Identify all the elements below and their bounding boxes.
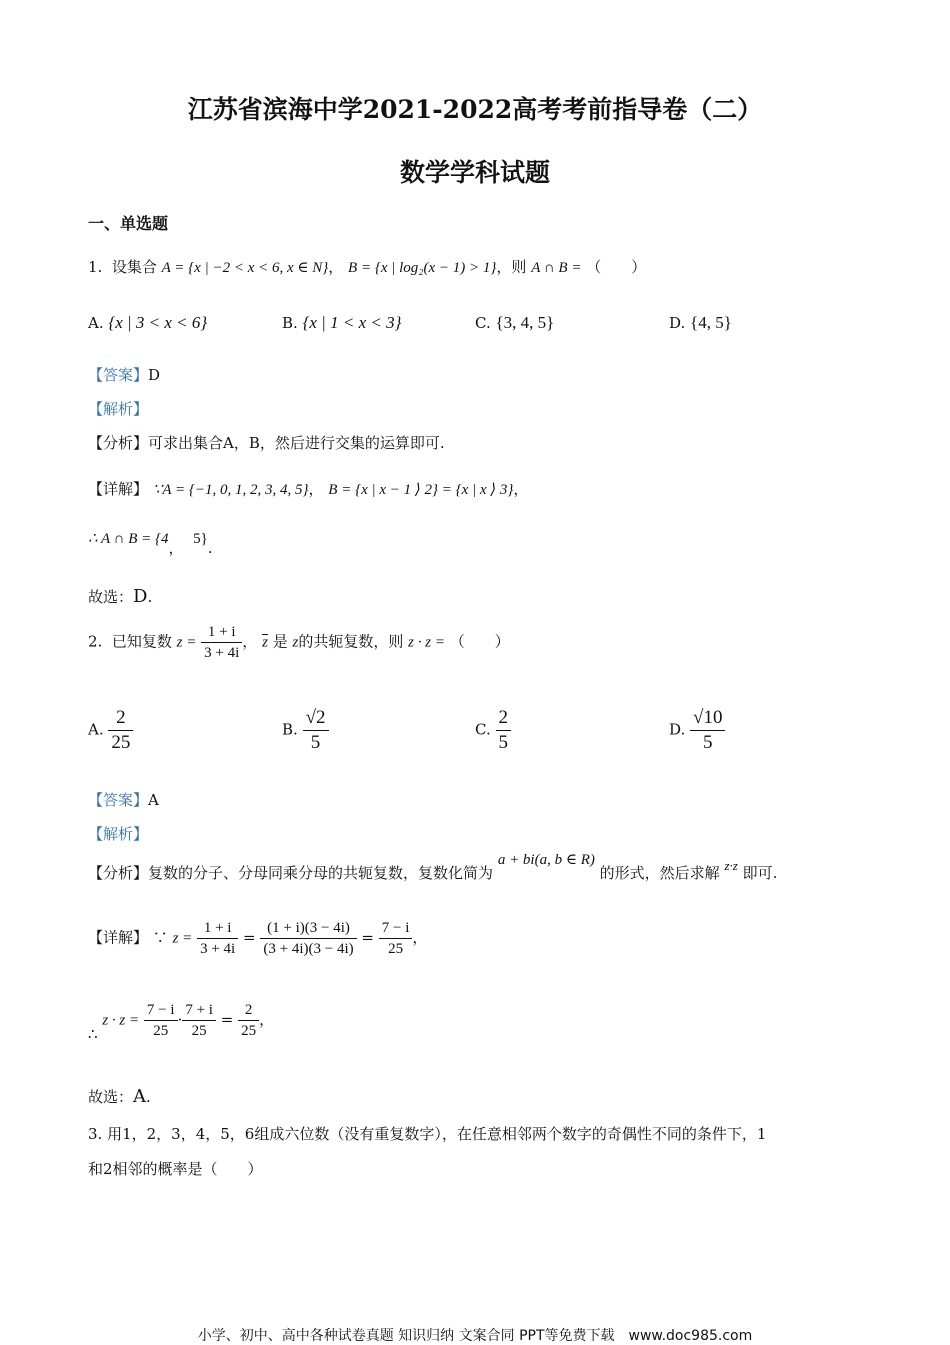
option-label: D. <box>669 720 686 739</box>
q1-option-b <box>282 312 401 334</box>
frac-den: (3 + 4i)(3 − 4i) <box>263 941 354 957</box>
detail-set-a: ∵A = {−1, 0, 1, 2, 3, 4, 5} <box>152 482 309 498</box>
frac-num: 7 − i <box>379 918 413 939</box>
choose-value: D <box>133 586 148 607</box>
frac-num: √2 <box>303 706 329 731</box>
q2-option-d <box>669 706 725 755</box>
q1-set-b: B = {x | log₂(x − 1) > 1} <box>348 260 497 276</box>
choose-end: . <box>147 588 153 606</box>
frac-den: 25 <box>388 941 404 957</box>
q2-zbar: $\overline{z}$ <box>262 634 268 651</box>
conclusion-fraction <box>238 1000 259 1041</box>
q2-option-a <box>88 706 133 755</box>
question-3-line-1: 3. 用1，2，3，4，5，6组成六位数（没有重复数字），在任意相邻两个数字的奇偶性不同的条件下，1 <box>88 1125 767 1143</box>
option-value: {3, 4, 5} <box>495 313 555 332</box>
q1-paren: （ ） <box>586 258 647 276</box>
q1-detail <box>88 478 528 501</box>
conclusion-fraction <box>182 1000 216 1041</box>
choose-end: . <box>146 1088 151 1106</box>
q2-fenxi <box>88 852 778 885</box>
q2-frac-num: 1 + i <box>201 622 242 643</box>
frac-den: 25 <box>241 1023 257 1039</box>
question-3-line-2: 和2相邻的概率是（ ） <box>88 1160 263 1178</box>
page-footer: 小学、初中、高中各种试卷真题 知识归纳 文案合同 PPT等免费下载 www.doc985.com <box>197 1328 753 1344</box>
q2-lead: 已知复数 <box>111 632 172 651</box>
frac-num: 7 − i <box>144 1000 178 1021</box>
detail-comma: ， <box>513 480 529 498</box>
q2-expr: z · z = <box>408 634 445 651</box>
fenxi-math: z·z <box>724 858 738 873</box>
detail-tag: 【详解】 <box>88 480 149 498</box>
conclusion-math: z · z = <box>102 1012 140 1029</box>
q1-analysis-tag: 【解析】 <box>88 400 149 418</box>
q2-conclusion <box>88 1000 274 1041</box>
q2-number: 2. <box>88 632 103 651</box>
q2-paren: （ ） <box>449 632 510 651</box>
q1-option-d <box>669 312 732 334</box>
frac-den: 25 <box>191 1023 207 1039</box>
option-label: C. <box>475 720 491 739</box>
q1-expr: A ∩ B = <box>531 260 582 276</box>
q2-choose <box>88 1086 151 1108</box>
option-fraction <box>690 706 725 755</box>
detail-set-b: B = {x | x − 1 ⟩ 2} = {x | x ⟩ 3} <box>328 482 514 498</box>
option-label: B. <box>282 720 298 739</box>
q2-z: z <box>292 634 299 651</box>
page-title: 江苏省滨海中学2021-2022高考考前指导卷（二） <box>187 95 763 124</box>
conclusion-period: . <box>207 539 213 557</box>
equals: = <box>361 928 374 947</box>
frac-num: √10 <box>690 706 725 731</box>
therefore-symbol: ∴ <box>88 1024 98 1043</box>
answer-tag: 【答案】 <box>88 366 149 384</box>
option-fraction <box>108 706 133 755</box>
q2-comma: ， <box>242 632 258 651</box>
frac-den: 3 + 4i <box>200 941 236 957</box>
fenxi-text: 的形式，然后求解 <box>599 864 720 882</box>
q2-text: 的共轭复数，则 <box>298 632 404 651</box>
choose-value: A <box>133 1086 147 1107</box>
option-fraction <box>303 706 329 755</box>
because-symbol: ∵ <box>152 928 168 947</box>
question-2 <box>88 622 510 663</box>
answer-value: D <box>148 366 161 384</box>
q2-analysis-tag: 【解析】 <box>88 825 149 843</box>
choose-label: 故选： <box>88 1088 134 1106</box>
q1-then: ，则 <box>496 258 527 276</box>
answer-value: A <box>148 791 159 809</box>
answer-tag: 【答案】 <box>88 791 149 809</box>
frac-den: 5 <box>703 732 713 753</box>
q2-z-eq: z = <box>176 634 197 651</box>
option-value: {x | 3 < x < 6} <box>108 313 208 332</box>
question-1 <box>88 256 646 279</box>
q1-fenxi <box>88 432 445 454</box>
q2-option-c <box>475 706 511 755</box>
option-label: A. <box>88 314 104 332</box>
option-label: C. <box>475 314 491 332</box>
q1-answer <box>88 364 160 386</box>
conclusion-part: 5} <box>193 531 208 547</box>
fenxi-text: 即可. <box>742 864 778 882</box>
frac-num: 1 + i <box>197 918 238 939</box>
fenxi-text: 可求出集合A，B，然后进行交集的运算即可. <box>148 434 445 452</box>
detail-comma: ， <box>308 480 324 498</box>
q1-comma: ， <box>328 258 344 276</box>
conclusion-comma: ， <box>259 1010 275 1029</box>
detail-tag: 【详解】 <box>88 928 149 947</box>
q2-frac-den: 3 + 4i <box>204 645 240 661</box>
conclusion-fraction <box>144 1000 178 1041</box>
equals: = <box>220 1010 234 1029</box>
option-label: B. <box>282 314 298 332</box>
dot: · <box>177 1010 183 1029</box>
q1-option-c <box>475 312 554 334</box>
q2-fraction <box>201 622 242 663</box>
detail-fraction <box>197 918 238 959</box>
conclusion-part: ∴ A ∩ B = {4 <box>88 531 169 547</box>
q2-answer <box>88 789 159 811</box>
fenxi-math: a + bi(a, b ∈ R) <box>497 852 595 868</box>
frac-num: (1 + i)(3 − 4i) <box>260 918 356 939</box>
q1-conclusion <box>88 527 213 557</box>
detail-comma: ， <box>412 928 428 947</box>
q1-set-a: A = {x | −2 < x < 6, x ∈ N} <box>161 260 329 276</box>
q2-option-b <box>282 706 329 755</box>
frac-den: 5 <box>498 732 508 753</box>
q1-choose <box>88 586 152 608</box>
option-value: {x | 1 < x < 3} <box>302 313 402 332</box>
frac-den: 25 <box>111 732 131 753</box>
detail-fraction <box>379 918 413 959</box>
frac-den: 25 <box>153 1023 169 1039</box>
frac-num: 2 <box>108 706 133 731</box>
frac-num: 2 <box>238 1000 259 1021</box>
detail-fraction <box>260 918 356 959</box>
q1-option-a <box>88 312 207 334</box>
option-label: D. <box>669 314 686 332</box>
choose-label: 故选： <box>88 588 134 606</box>
q2-text: 是 <box>272 632 288 651</box>
detail-math: z = <box>172 930 193 947</box>
section-heading: 一、单选题 <box>88 214 169 233</box>
option-value: {4, 5} <box>690 313 732 332</box>
fenxi-text: 复数的分子、分母同乘分母的共轭复数，复数化简为 <box>148 864 494 882</box>
equals: = <box>243 928 256 947</box>
fenxi-tag: 【分析】 <box>88 864 149 882</box>
q1-number: 1. <box>88 258 103 276</box>
page-subtitle: 数学学科试题 <box>399 158 550 187</box>
fenxi-tag: 【分析】 <box>88 434 149 452</box>
frac-num: 2 <box>496 706 512 731</box>
option-label: A. <box>88 720 104 739</box>
q2-detail <box>88 918 427 959</box>
frac-num: 7 + i <box>182 1000 216 1021</box>
conclusion-comma: ， <box>168 539 184 557</box>
frac-den: 5 <box>310 732 321 753</box>
q1-lead: 设集合 <box>111 258 157 276</box>
option-fraction <box>496 706 512 755</box>
